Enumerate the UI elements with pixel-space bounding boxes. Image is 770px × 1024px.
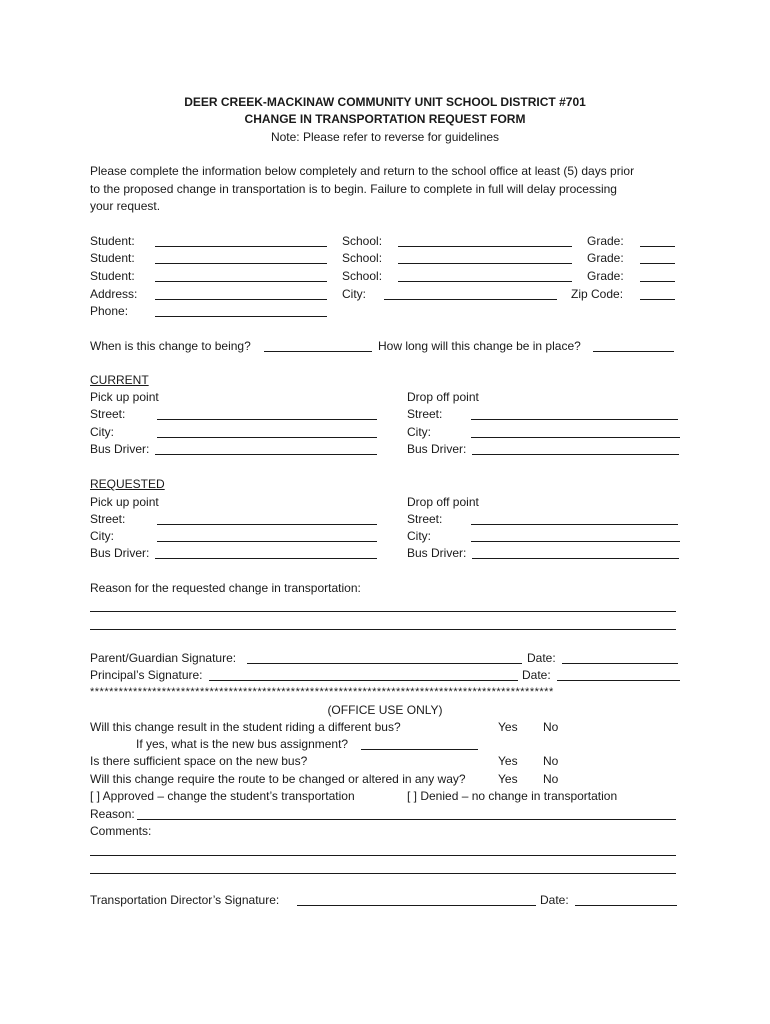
comments-field-line-2[interactable]	[90, 873, 676, 874]
office-reason-field[interactable]	[137, 819, 676, 820]
reason-label: Reason for the requested change in transportation:	[90, 581, 361, 595]
requested-pickup-driver-field[interactable]	[155, 558, 377, 559]
grade-field-2[interactable]	[640, 263, 675, 264]
student-field-2[interactable]	[155, 263, 327, 264]
director-signature-label: Transportation Director’s Signature:	[90, 893, 280, 907]
student-label-3: Student:	[90, 269, 135, 283]
new-bus-assignment-field[interactable]	[361, 749, 478, 750]
comments-label: Comments:	[90, 824, 152, 838]
requested-dropoff-city-field[interactable]	[471, 541, 680, 542]
requested-pickup-city-field[interactable]	[157, 541, 377, 542]
student-field-1[interactable]	[155, 246, 327, 247]
zip-label: Zip Code:	[571, 287, 624, 301]
office-reason-label: Reason:	[90, 807, 135, 821]
current-heading: CURRENT	[90, 373, 149, 387]
requested-pickup-street-field[interactable]	[157, 524, 377, 525]
parent-signature-label: Parent/Guardian Signature:	[90, 651, 237, 665]
denied-checkbox[interactable]: [ ] Denied – no change in transportation	[407, 789, 618, 803]
director-date-label: Date:	[540, 893, 569, 907]
current-pickup-city-field[interactable]	[157, 437, 377, 438]
office-q1: Will this change result in the student riding a different bus?	[90, 720, 401, 734]
current-pickup-driver-label: Bus Driver:	[90, 442, 150, 456]
when-field[interactable]	[264, 351, 372, 352]
principal-signature-label: Principal’s Signature:	[90, 668, 203, 682]
requested-dropoff-driver-field[interactable]	[472, 558, 679, 559]
current-dropoff-street-label: Street:	[407, 407, 443, 421]
school-label-2: School:	[342, 251, 383, 265]
comments-field-line-1[interactable]	[90, 855, 676, 856]
office-use-heading: (OFFICE USE ONLY)	[327, 703, 443, 717]
director-date-field[interactable]	[575, 905, 677, 906]
parent-date-field[interactable]	[562, 663, 678, 664]
reason-field-line-1[interactable]	[90, 611, 676, 612]
city-label: City:	[342, 287, 366, 301]
how-long-field[interactable]	[593, 351, 674, 352]
when-label: When is this change to being?	[90, 339, 251, 353]
q2-yes[interactable]: Yes	[498, 754, 518, 768]
form-title: CHANGE IN TRANSPORTATION REQUEST FORM	[244, 112, 526, 126]
requested-pickup-street-label: Street:	[90, 512, 126, 526]
reason-field-line-2[interactable]	[90, 629, 676, 630]
requested-dropoff-city-label: City:	[407, 529, 431, 543]
student-label-2: Student:	[90, 251, 135, 265]
requested-dropoff-street-field[interactable]	[471, 524, 678, 525]
current-dropoff-driver-label: Bus Driver:	[407, 442, 467, 456]
school-field-1[interactable]	[398, 246, 572, 247]
current-pickup-street-field[interactable]	[157, 419, 377, 420]
grade-field-3[interactable]	[640, 281, 675, 282]
q2-no[interactable]: No	[543, 754, 559, 768]
requested-dropoff-label: Drop off point	[407, 495, 479, 509]
form-note: Note: Please refer to reverse for guidelines	[270, 130, 500, 144]
requested-pickup-label: Pick up point	[90, 495, 159, 509]
address-label: Address:	[90, 287, 138, 301]
instructions-line-3: your request.	[90, 199, 161, 213]
q1-yes[interactable]: Yes	[498, 720, 518, 734]
student-label-1: Student:	[90, 234, 135, 248]
approved-checkbox[interactable]: [ ] Approved – change the student’s transportation	[90, 789, 355, 803]
current-pickup-label: Pick up point	[90, 390, 159, 404]
phone-field[interactable]	[155, 316, 327, 317]
instructions-line-2: to the proposed change in transportation is to begin. Failure to complete in full will delay processing	[90, 182, 617, 196]
district-title: DEER CREEK-MACKINAW COMMUNITY UNIT SCHOOL DISTRICT #701	[184, 95, 586, 109]
grade-label-3: Grade:	[587, 269, 624, 283]
requested-heading: REQUESTED	[90, 477, 165, 491]
city-field[interactable]	[384, 299, 557, 300]
principal-signature-field[interactable]	[209, 680, 518, 681]
school-label-3: School:	[342, 269, 383, 283]
q3-no[interactable]: No	[543, 772, 559, 786]
principal-date-label: Date:	[522, 668, 551, 682]
grade-field-1[interactable]	[640, 246, 675, 247]
office-q3: Will this change require the route to be changed or altered in any way?	[90, 772, 466, 786]
school-label-1: School:	[342, 234, 383, 248]
how-long-label: How long will this change be in place?	[378, 339, 581, 353]
address-field[interactable]	[155, 299, 327, 300]
current-dropoff-city-label: City:	[407, 425, 431, 439]
current-dropoff-street-field[interactable]	[471, 419, 678, 420]
principal-date-field[interactable]	[557, 680, 680, 681]
requested-dropoff-driver-label: Bus Driver:	[407, 546, 467, 560]
director-signature-field[interactable]	[297, 905, 536, 906]
zip-field[interactable]	[640, 299, 675, 300]
q1-no[interactable]: No	[543, 720, 559, 734]
grade-label-1: Grade:	[587, 234, 624, 248]
phone-label: Phone:	[90, 304, 129, 318]
school-field-2[interactable]	[398, 263, 572, 264]
requested-dropoff-street-label: Street:	[407, 512, 443, 526]
parent-signature-field[interactable]	[247, 663, 522, 664]
current-dropoff-city-field[interactable]	[471, 437, 680, 438]
current-dropoff-label: Drop off point	[407, 390, 479, 404]
student-field-3[interactable]	[155, 281, 327, 282]
q3-yes[interactable]: Yes	[498, 772, 518, 786]
current-dropoff-driver-field[interactable]	[472, 454, 679, 455]
requested-pickup-city-label: City:	[90, 529, 114, 543]
current-pickup-city-label: City:	[90, 425, 114, 439]
instructions-line-1: Please complete the information below completely and return to the school office at least (5) days prior	[90, 164, 635, 178]
grade-label-2: Grade:	[587, 251, 624, 265]
current-pickup-street-label: Street:	[90, 407, 126, 421]
office-q2: Is there sufficient space on the new bus?	[90, 754, 308, 768]
school-field-3[interactable]	[398, 281, 572, 282]
parent-date-label: Date:	[527, 651, 556, 665]
separator-line: *************************************************************************************************	[90, 686, 554, 698]
office-q1-sub: If yes, what is the new bus assignment?	[136, 737, 349, 751]
current-pickup-driver-field[interactable]	[155, 454, 377, 455]
requested-pickup-driver-label: Bus Driver:	[90, 546, 150, 560]
